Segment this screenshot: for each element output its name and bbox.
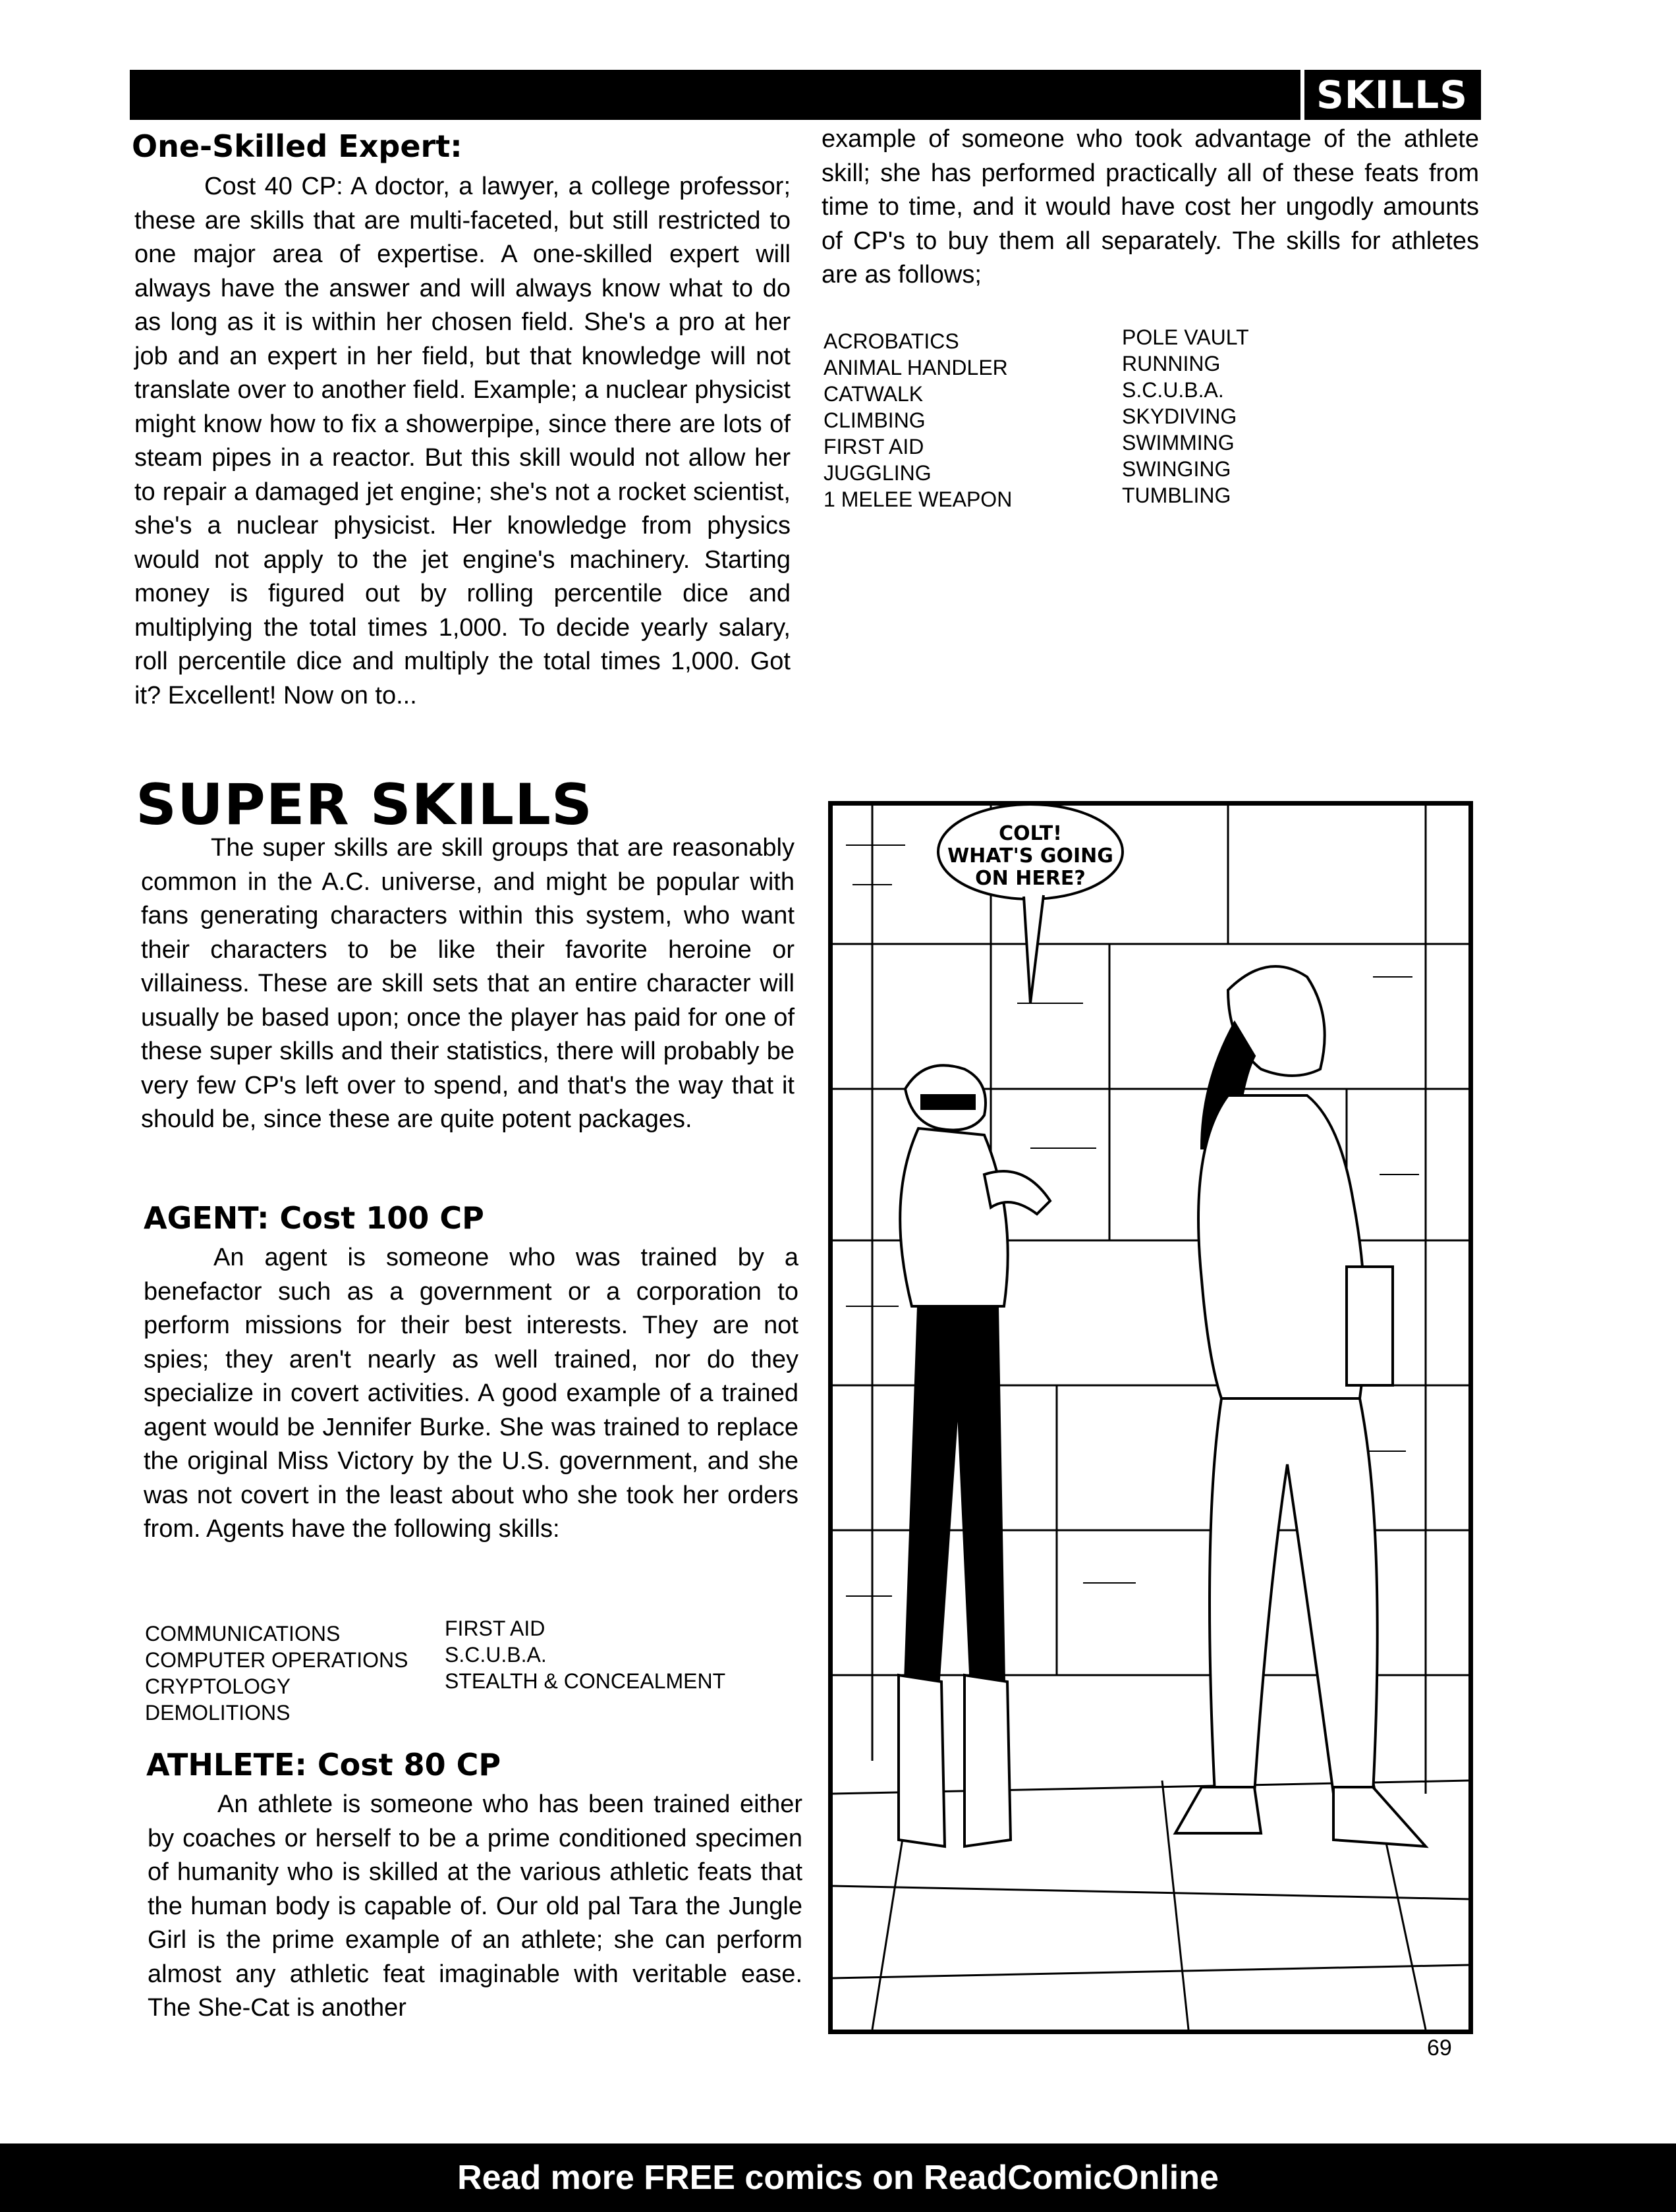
list-item: FIRST AID <box>445 1617 545 1640</box>
list-item: CRYPTOLOGY <box>145 1674 291 1698</box>
figure-right <box>1175 966 1426 1846</box>
one-skilled-body: Cost 40 CP: A doctor, a lawyer, a college professor; these are skills that are multi-faceted, but still restricted to one major area of expertise. A one-skilled expert will always have the answer and will always know what to do as long as it is within her chosen field. She's a pro at her job and an expert in her field, but that knowledge will not translate over to another field. Example; a nuclear physicist might know how to fix a showerpipe, since there are lots of steam pipes in a reactor. But this skill would not allow her to repair a damaged jet engine; she's not a rocket scientist, she's a nuclear physicist. Her knowledge from physics would not apply to the jet engine's machinery. Starting money is figured out by rolling percentile dice and multiplying the total times 1,000. To decide yearly salary, roll percentile dice and multiply the total times 1,000. Got it? Excellent! Now on to... <box>134 173 791 709</box>
figure-left <box>899 1065 1050 1846</box>
athlete-body-left: An athlete is someone who has been trained either by coaches or herself to be a prime conditioned specimen of humanity who is skilled at the various athletic feats that the human body is capable of. Our old pal Tara the Jungle Girl is the prime example of an athlete; she can perform almost any athletic feat imaginable with veritable ease. The She-Cat is another <box>148 1790 802 2022</box>
comic-illustration <box>833 806 1468 2030</box>
athlete-heading: ATHLETE: Cost 80 CP <box>146 1747 501 1783</box>
footer-banner[interactable] <box>0 2143 1676 2212</box>
list-item: 1 MELEE WEAPON <box>824 487 1013 511</box>
list-item: RUNNING <box>1122 352 1221 375</box>
agent-skills-col2 <box>445 1615 725 1694</box>
comic-panel <box>828 801 1473 2034</box>
athlete-body-right: example of someone who took advantage of the athlete skill; she has performed practically all of these feats from time to time, and it would have cost her ungodly amounts of CP's to buy them all separately. The skills for athletes are as follows; <box>822 125 1479 289</box>
list-item: S.C.U.B.A. <box>1122 378 1224 402</box>
list-item: JUGGLING <box>824 461 932 485</box>
list-item: STEALTH & CONCEALMENT <box>445 1669 726 1693</box>
footer-link-text[interactable]: Read more FREE comics on ReadComicOnline <box>457 2159 1219 2197</box>
list-item: SKYDIVING <box>1122 404 1237 428</box>
list-item: POLE VAULT <box>1122 325 1249 349</box>
list-item: COMPUTER OPERATIONS <box>145 1648 408 1672</box>
speech-line-2: WHAT'S GOING <box>947 844 1113 868</box>
list-item: CATWALK <box>824 382 924 406</box>
list-item: S.C.U.B.A. <box>445 1643 547 1667</box>
list-item: ACROBATICS <box>824 329 959 353</box>
athlete-skills-col2 <box>1122 324 1249 509</box>
athlete-skills-col1 <box>824 328 1012 512</box>
page-number: 69 <box>1427 2035 1452 2060</box>
list-item: SWINGING <box>1122 457 1231 481</box>
agent-skills-col1 <box>145 1620 408 1726</box>
one-skilled-heading: One-Skilled Expert: <box>132 128 462 164</box>
super-skills-heading: SUPER SKILLS <box>136 772 593 838</box>
speech-line-1: COLT! <box>999 822 1062 845</box>
list-item: CLIMBING <box>824 408 926 432</box>
list-item: TUMBLING <box>1122 484 1231 507</box>
list-item: COMMUNICATIONS <box>145 1622 341 1645</box>
agent-body: An agent is someone who was trained by a benefactor such as a government or a corporation to perform missions for their best interests. They are not spies; they aren't nearly as well trained, nor do they specialize in covert activities. A good example of a trained agent would be Jennifer Burke. She was trained to replace the original Miss Victory by the U.S. government, and she was not covert in the least about who she took her orders from. Agents have the following skills: <box>144 1244 798 1543</box>
agent-heading: AGENT: Cost 100 CP <box>144 1200 484 1236</box>
speech-balloon <box>938 806 1123 1003</box>
list-item: SWIMMING <box>1122 431 1235 455</box>
list-item: ANIMAL HANDLER <box>824 356 1008 379</box>
super-skills-body: The super skills are skill groups that are reasonably common in the A.C. universe, and might be popular with fans generating characters within this system, who want their characters to be like their favorite heroine or villainess. These are skill sets that an entire character will usually be based upon; once the player has paid for one of these super skills and their statistics, there will probably be very few CP's left over to spend, and that's the way that it should be, since these are quite potent packages. <box>141 834 795 1133</box>
header-bar <box>130 70 1481 120</box>
list-item: FIRST AID <box>824 435 924 458</box>
speech-line-3: ON HERE? <box>975 867 1086 890</box>
section-title: SKILLS <box>1300 70 1481 120</box>
list-item: DEMOLITIONS <box>145 1701 291 1725</box>
